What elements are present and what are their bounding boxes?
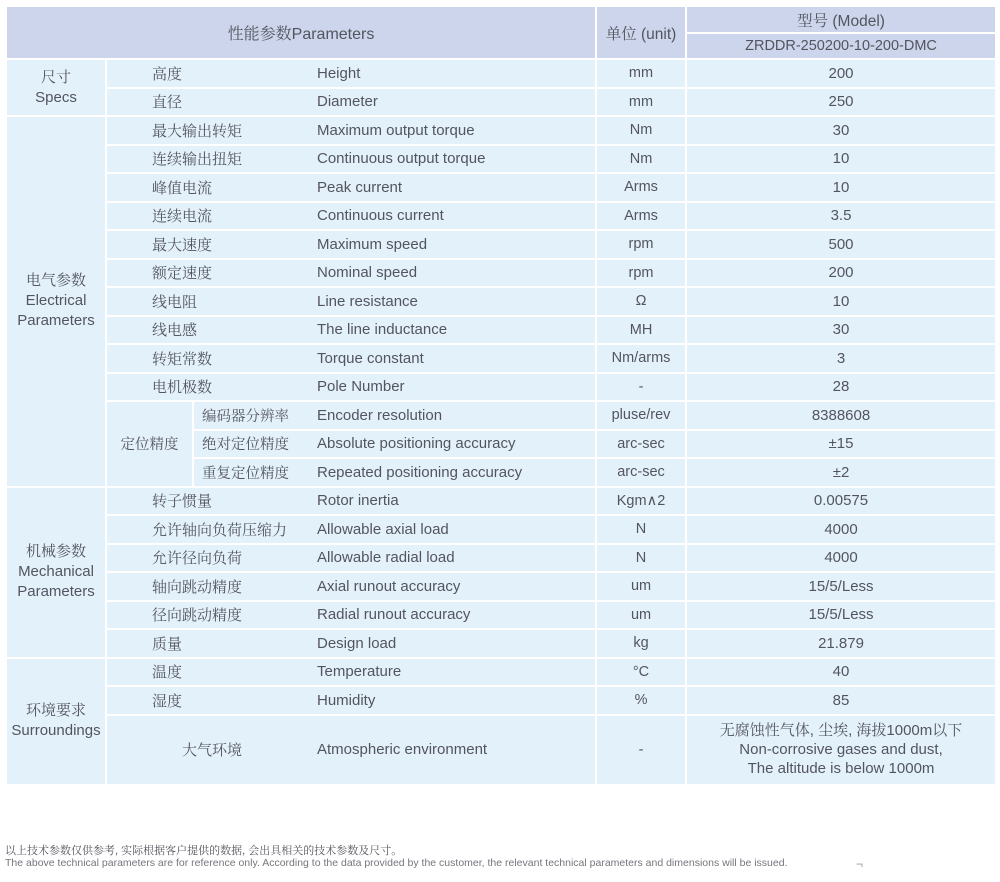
row-labels — [193, 458, 596, 487]
row-labels — [106, 629, 596, 658]
group-cell-positioning-accuracy: 定位精度 — [106, 401, 193, 487]
header-unit: 单位 (unit) — [596, 6, 686, 59]
row-labels — [106, 601, 596, 630]
section-label-cn: 尺寸 — [40, 68, 71, 86]
value-cell: 85 — [686, 686, 996, 715]
row-labels — [106, 344, 596, 373]
row-labels — [106, 287, 596, 316]
row-labels — [106, 658, 596, 687]
value-cell: 10 — [686, 173, 996, 202]
table-row — [6, 373, 996, 402]
row-labels — [106, 544, 596, 573]
unit-cell: mm — [596, 88, 686, 117]
footer-note-en: The above technical parameters are for reference only. According to the data provided by the customer, the relevant technical parameters and dimensions will be issued. — [5, 857, 788, 869]
row-label-cn: 转子惯量 — [152, 493, 213, 511]
row-label-cn: 允许轴向负荷压缩力 — [152, 521, 288, 539]
corner-mark: ¬ — [856, 857, 864, 871]
row-label-cn: 连续输出扭矩 — [152, 151, 243, 169]
section-label-cn: 机械参数 — [25, 543, 86, 560]
row-label-cn: 湿度 — [152, 692, 183, 710]
row-label-en: Atmospheric environment — [317, 741, 488, 758]
row-labels — [106, 202, 596, 231]
row-label-cn: 高度 — [152, 65, 183, 83]
value-cell: 15/5/Less — [686, 572, 996, 601]
row-labels — [106, 316, 596, 345]
row-label-cn: 峰值电流 — [152, 179, 213, 197]
table-row — [6, 116, 996, 145]
unit-cell: pluse/rev — [596, 401, 686, 430]
table-row — [6, 202, 996, 231]
unit-cell: N — [596, 544, 686, 573]
row-label-en: Radial runout accuracy — [317, 606, 471, 624]
value-cell: 10 — [686, 145, 996, 174]
section-label-en: Surroundings — [11, 722, 101, 739]
row-labels — [106, 59, 596, 88]
row-label-cn: 重复定位精度 — [202, 465, 289, 482]
value-cell: ±2 — [686, 458, 996, 487]
unit-cell: - — [596, 715, 686, 785]
row-label-en: Pole Number — [317, 378, 405, 396]
unit-cell: % — [596, 686, 686, 715]
table-row — [6, 287, 996, 316]
row-label-en: Encoder resolution — [317, 406, 443, 424]
unit-cell: - — [596, 373, 686, 402]
table-row — [6, 544, 996, 573]
unit-cell: Nm/arms — [596, 344, 686, 373]
section-cell-surroundings — [6, 658, 106, 785]
row-label-en: Allowable axial load — [317, 520, 449, 538]
value-cell: 15/5/Less — [686, 601, 996, 630]
value-cell: 250 — [686, 88, 996, 117]
row-label-en: Height — [317, 64, 361, 82]
unit-cell: um — [596, 601, 686, 630]
value-cell: 0.00575 — [686, 487, 996, 516]
section-cell-electrical — [6, 116, 106, 487]
value-cell — [686, 715, 996, 785]
row-label-en: Torque constant — [317, 349, 424, 367]
row-label-cn: 径向跳动精度 — [152, 607, 243, 625]
row-labels — [106, 373, 596, 402]
value-cell: 200 — [686, 259, 996, 288]
row-labels — [106, 487, 596, 516]
row-labels — [106, 515, 596, 544]
unit-cell: arc-sec — [596, 430, 686, 459]
section-label-en: Electrical — [25, 292, 87, 310]
row-label-en: Allowable radial load — [317, 549, 455, 567]
section-label-cn: 电气参数 — [25, 272, 86, 290]
table-row — [6, 173, 996, 202]
row-label-en: Maximum output torque — [317, 121, 475, 139]
unit-cell: Arms — [596, 202, 686, 231]
section-cell-specs — [6, 59, 106, 116]
row-label-en: Nominal speed — [317, 264, 418, 282]
row-label-en: Diameter — [317, 93, 378, 111]
table-row — [6, 715, 996, 785]
row-label-cn: 线电阻 — [152, 293, 198, 311]
row-labels — [106, 116, 596, 145]
row-label-en: Axial runout accuracy — [317, 577, 461, 595]
row-labels — [106, 572, 596, 601]
section-label-en: Mechanical — [18, 563, 94, 580]
row-label-cn: 额定速度 — [152, 265, 213, 283]
value-cell: 28 — [686, 373, 996, 402]
value-cell: 200 — [686, 59, 996, 88]
value-cell: 3.5 — [686, 202, 996, 231]
value-line: Non-corrosive gases and dust, — [739, 741, 943, 758]
unit-cell: Ω — [596, 287, 686, 316]
row-label-en: The line inductance — [317, 321, 448, 339]
row-labels — [106, 230, 596, 259]
table-row — [6, 230, 996, 259]
table-row — [6, 515, 996, 544]
row-label-en: Maximum speed — [317, 235, 428, 253]
unit-cell: N — [596, 515, 686, 544]
header-row — [6, 6, 996, 33]
row-label-en: Humidity — [317, 691, 376, 709]
table-row — [6, 145, 996, 174]
row-label-cn: 轴向跳动精度 — [152, 578, 243, 596]
row-label-en: Line resistance — [317, 292, 418, 310]
header-model: 型号 (Model) — [686, 6, 996, 33]
row-label-cn: 质量 — [152, 635, 183, 653]
unit-cell: Nm — [596, 145, 686, 174]
table-row — [6, 59, 996, 88]
section-label-en: Specs — [35, 88, 77, 106]
row-labels — [106, 715, 596, 785]
row-label-cn: 连续电流 — [152, 208, 213, 226]
section-label-en: Parameters — [17, 312, 95, 330]
row-label-cn: 电机极数 — [152, 379, 213, 397]
table-row — [6, 658, 996, 687]
row-label-en: Absolute positioning accuracy — [317, 435, 516, 453]
row-label-cn: 编码器分辨率 — [202, 408, 289, 425]
section-label-cn: 环境要求 — [25, 702, 86, 719]
table-row — [6, 344, 996, 373]
row-label-cn: 线电感 — [152, 322, 198, 340]
row-label-cn: 直径 — [152, 94, 183, 112]
header-parameters: 性能参数Parameters — [6, 6, 596, 59]
row-labels — [106, 88, 596, 117]
value-cell: 30 — [686, 316, 996, 345]
value-cell: 3 — [686, 344, 996, 373]
row-label-en: Design load — [317, 634, 397, 652]
row-label-en: Rotor inertia — [317, 492, 399, 510]
table-row — [6, 629, 996, 658]
unit-cell: mm — [596, 59, 686, 88]
value-cell: 4000 — [686, 544, 996, 573]
unit-cell: rpm — [596, 230, 686, 259]
value-cell: 500 — [686, 230, 996, 259]
row-label-cn: 最大输出转矩 — [152, 122, 243, 140]
row-label-en: Temperature — [317, 663, 402, 681]
row-label-cn: 最大速度 — [152, 236, 213, 254]
value-cell: 21.879 — [686, 629, 996, 658]
unit-cell: Arms — [596, 173, 686, 202]
table-row — [6, 401, 996, 430]
row-labels — [106, 173, 596, 202]
table-row — [6, 487, 996, 516]
footer-note-cn: 以上技术参数仅供参考, 实际根据客户提供的数据, 会出具相关的技术参数及尺寸。 — [5, 845, 403, 857]
value-cell: 10 — [686, 287, 996, 316]
section-cell-mechanical — [6, 487, 106, 658]
row-label-cn: 温度 — [152, 664, 183, 682]
unit-cell: um — [596, 572, 686, 601]
unit-cell: rpm — [596, 259, 686, 288]
table-row — [6, 259, 996, 288]
row-label-en: Continuous output torque — [317, 150, 486, 168]
row-labels — [106, 259, 596, 288]
footer-notes — [5, 845, 995, 870]
unit-cell: arc-sec — [596, 458, 686, 487]
value-cell: ±15 — [686, 430, 996, 459]
row-label-en: Repeated positioning accuracy — [317, 463, 523, 481]
unit-cell: MH — [596, 316, 686, 345]
table-row — [6, 88, 996, 117]
value-line: 无腐蚀性气体, 尘埃, 海拔1000m以下 — [719, 722, 963, 739]
row-labels — [106, 686, 596, 715]
table-row — [6, 572, 996, 601]
row-labels — [106, 145, 596, 174]
row-labels — [193, 430, 596, 459]
row-label-cn: 绝对定位精度 — [202, 437, 289, 454]
spec-table — [5, 5, 997, 786]
value-cell: 40 — [686, 658, 996, 687]
section-label-en: Parameters — [17, 583, 95, 600]
table-row — [6, 316, 996, 345]
unit-cell: °C — [596, 658, 686, 687]
row-label-en: Continuous current — [317, 207, 444, 225]
table-row — [6, 601, 996, 630]
unit-cell: Kgm∧2 — [596, 487, 686, 516]
row-label-cn: 大气环境 — [181, 742, 242, 759]
unit-cell: kg — [596, 629, 686, 658]
table-row — [6, 686, 996, 715]
value-cell: 4000 — [686, 515, 996, 544]
value-cell: 30 — [686, 116, 996, 145]
row-label-cn: 转矩常数 — [152, 350, 213, 368]
unit-cell: Nm — [596, 116, 686, 145]
row-label-en: Peak current — [317, 178, 403, 196]
header-model-number: ZRDDR-250200-10-200-DMC — [686, 33, 996, 59]
value-cell: 8388608 — [686, 401, 996, 430]
value-line: The altitude is below 1000m — [747, 760, 935, 777]
row-labels — [193, 401, 596, 430]
row-label-cn: 允许径向负荷 — [152, 550, 243, 568]
